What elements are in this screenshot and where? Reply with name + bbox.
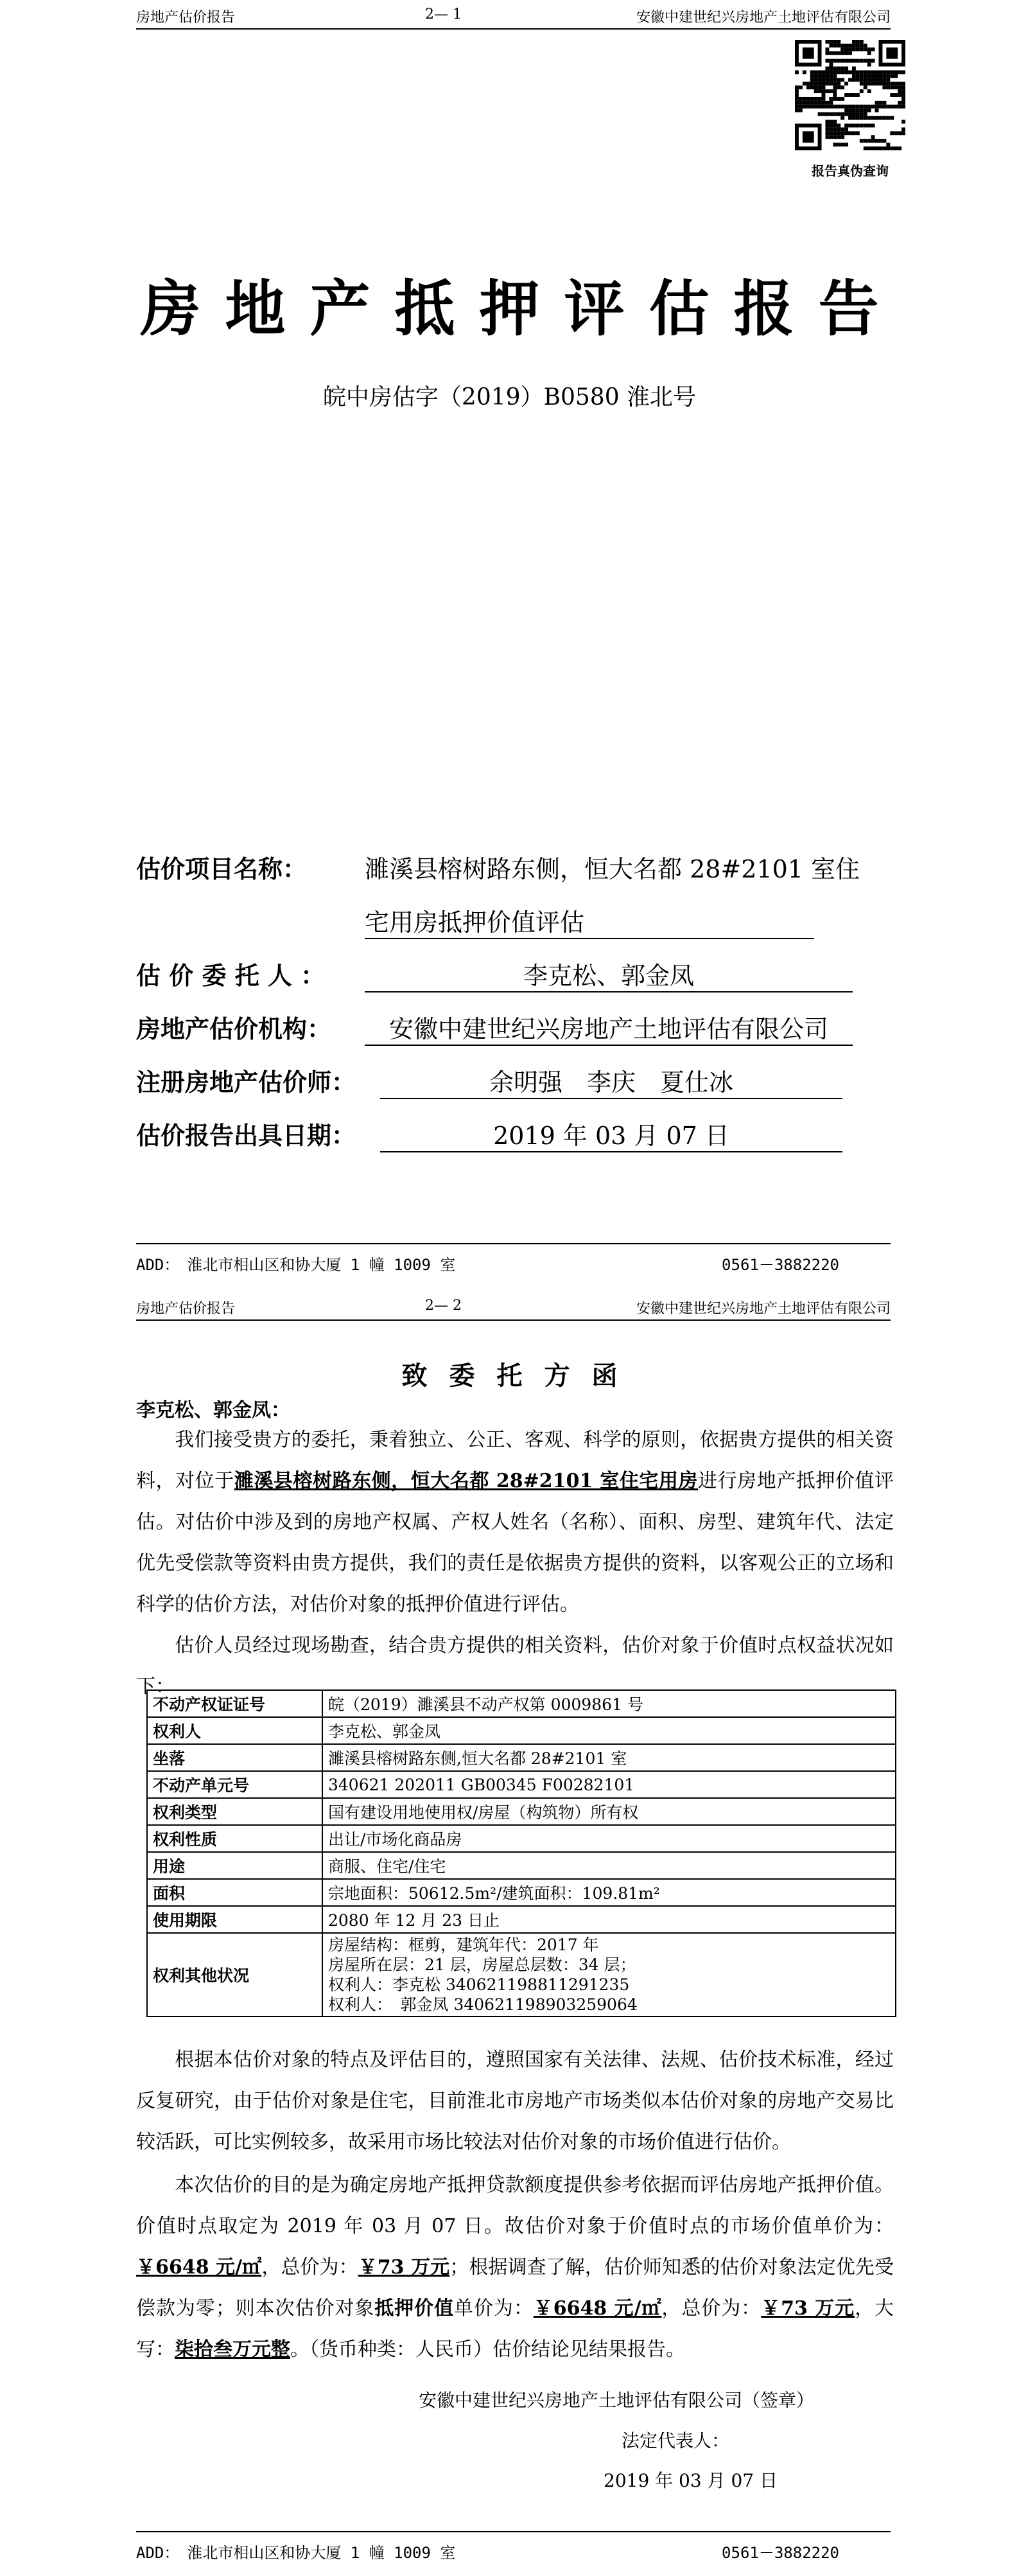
paragraph-3 [136,2040,894,2163]
running-header [136,6,891,30]
text: 根据本估价对象的特点及评估目的，遵照国家有关法律、法规、估价技术标准，经过反复研究，由于估价对象是住宅，目前淮北市房地产市场类似本估价对象的房地产交易比较活跃，可比实例较多，故采用市场比较法对估价对象的市场价值进行估价。 [136,2049,894,2153]
field-label: 注册房地产估价师： [136,1068,356,1097]
row-key: 用途 [147,1852,322,1879]
letter-title: 致委托方函 [401,1361,640,1391]
table-row [147,1933,896,2016]
text: 我们接受贵方的委托，秉着独立、公正、客观、科学的原则，依据贵方提供的相关资料，对位于 [136,1429,894,1492]
row-value: 商服、住宅/住宅 [322,1852,896,1879]
signature-company: 安徽中建世纪兴房地产土地评估有限公司（签章） [419,2390,815,2411]
row-value: 340621 202011 GB00345 F00282101 [322,1771,896,1798]
row-value: 2080 年 12 月 23 日止 [322,1906,896,1933]
header-right: 安徽中建世纪兴房地产土地评估有限公司 [636,1301,891,1317]
row-key: 权利其他状况 [147,1933,322,2016]
row-value-line: 房屋结构：框剪，建筑年代：2017 年 [328,1936,599,1954]
row-key: 面积 [147,1879,322,1906]
field-label: 估价项目名称： [136,854,308,883]
header-left: 房地产估价报告 [136,1301,236,1317]
signature-date: 2019 年 03 月 07 日 [604,2470,778,2491]
mortgage-total-price: ￥73 万元 [761,2297,855,2320]
text: ，大写： [136,2297,894,2361]
row-key: 不动产权证证号 [147,1690,322,1717]
row-value-line: 权利人： 郭金凤 340621198903259064 [328,1995,638,2014]
qr-caption: 报告真伪查询 [812,163,889,179]
field-label: 估价报告出具日期： [136,1121,356,1150]
row-value-line: 权利人：李克松 340621198811291235 [328,1975,630,1994]
table-row [147,1798,896,1825]
text: ；根据调查了解，估价师知悉的估价对象法定优先受偿款为零；则本次估价对象 [136,2256,894,2320]
market-total-price: ￥73 万元 [358,2256,450,2279]
table-row [147,1852,896,1879]
header-page-number: 2— 1 [425,6,462,22]
signature-representative: 法定代表人： [622,2430,730,2451]
header-right: 安徽中建世纪兴房地产土地评估有限公司 [636,10,891,26]
row-key: 权利人 [147,1717,322,1744]
text: ，总价为： [261,2256,358,2279]
field-value: 李克松、郭金凤 [365,956,853,992]
field-value: 2019 年 03 月 07 日 [380,1116,842,1152]
text: 进行房地产抵押价值评估。对估价中涉及到的房地产权属、产权人姓名（名称）、面积、房型、建筑年代、法定优先受偿款等资料由贵方提供，我们的责任是依据贵方提供的资料，以客观公正的立场和科学的估价方法，对估价对象的抵押价值进行评估。 [136,1470,894,1616]
footer-phone: 0561－3882220 [722,1256,839,1274]
paragraph-1 [136,1420,894,1625]
cover-page: 房地产估价报告 2— 1 安徽中建世纪兴房地产土地评估有限公司 报告真伪查询 房地产抵押评估报告 皖中房估字（2019）B0580 淮北号 估价项目名称： 濉溪县榕树路东侧，恒大名都 28#2101 室住 宅用房抵押价值评估 估 价 委 托 人 ： 李克松、郭金凤 房地产估价机构： 安徽中建世纪兴房地产土地评估有限公司 注册房地产估价师： 余明强 李庆 夏仕冰 估价报告出具日期： 2019 年 03 月 07 日 ADD： 淮北市相山区和协大厦 1 幢 1009 室 0561－3882220 [0,0,1019,1291]
row-value: 宗地面积：50612.5m²/建筑面积：109.81m² [322,1879,896,1906]
row-key: 权利性质 [147,1825,322,1852]
table-row [147,1744,896,1771]
table-row [147,1717,896,1744]
row-value: 濉溪县榕树路东侧,恒大名都 28#2101 室 [322,1744,896,1771]
row-key: 权利类型 [147,1798,322,1825]
row-value: 李克松、郭金凤 [322,1717,896,1744]
text: 抵押价值 [374,2297,455,2320]
report-title: 房地产抵押评估报告 [140,274,903,344]
table-row [147,1690,896,1717]
row-value [322,1933,896,2016]
market-unit-price: ￥6648 元/㎡ [136,2256,262,2279]
text: 。（货币种类：人民币）估价结论见结果报告。 [290,2338,685,2361]
letter-page [0,1291,1019,2576]
row-value: 国有建设用地使用权/房屋（构筑物）所有权 [322,1798,896,1825]
property-address: 濉溪县榕树路东侧，恒大名都 28#2101 室住宅用房 [234,1470,699,1492]
text: 本次估价的目的是为确定房地产抵押贷款额度提供参考依据而评估房地产抵押价值。价值时点取定为 2019 年 03 月 07 日。故估价对象于价值时点的市场价值单价为： [136,2174,894,2237]
table-row [147,1906,896,1933]
mortgage-unit-price: ￥6648 元/㎡ [533,2297,662,2320]
field-label: 房地产估价机构： [136,1014,332,1043]
running-header [136,1298,891,1321]
field-label: 估 价 委 托 人 ： [136,961,326,990]
field-value: 余明强 李庆 夏仕冰 [380,1063,842,1099]
row-key: 坐落 [147,1744,322,1771]
footer-address: ADD： 淮北市相山区和协大厦 1 幢 1009 室 [136,1256,456,1274]
row-key: 不动产单元号 [147,1771,322,1798]
page-footer [136,2531,891,2562]
row-value-line: 房屋所在层：21 层，房屋总层数：34 层； [328,1955,636,1974]
rights-table [146,1689,896,2017]
text: ，总价为： [661,2297,762,2320]
field-value: 安徽中建世纪兴房地产土地评估有限公司 [365,1009,853,1046]
footer-phone: 0561－3882220 [722,2544,839,2562]
text: 单价为： [454,2297,534,2320]
table-row [147,1771,896,1798]
table-row [147,1879,896,1906]
page-footer [136,1243,891,1274]
row-value: 出让/市场化商品房 [322,1825,896,1852]
footer-address: ADD： 淮北市相山区和协大厦 1 幢 1009 室 [136,2544,456,2562]
text: 估价人员经过现场勘查，结合贵方提供的相关资料，估价对象于价值时点权益状况如下： [136,1634,894,1698]
salutation: 李克松、郭金凤： [136,1399,290,1422]
header-left: 房地产估价报告 [136,10,236,26]
field-value: 宅用房抵押价值评估 [365,903,814,939]
table-row [147,1825,896,1852]
header-page-number: 2— 2 [425,1298,462,1314]
price-in-words: 柒拾叁万元整 [175,2338,290,2361]
report-number: 皖中房估字（2019）B0580 淮北号 [322,384,697,410]
paragraph-4 [136,2165,894,2370]
row-value: 皖（2019）濉溪县不动产权第 0009861 号 [322,1690,896,1717]
qr-code-icon[interactable] [795,40,905,150]
row-key: 使用期限 [147,1906,322,1933]
